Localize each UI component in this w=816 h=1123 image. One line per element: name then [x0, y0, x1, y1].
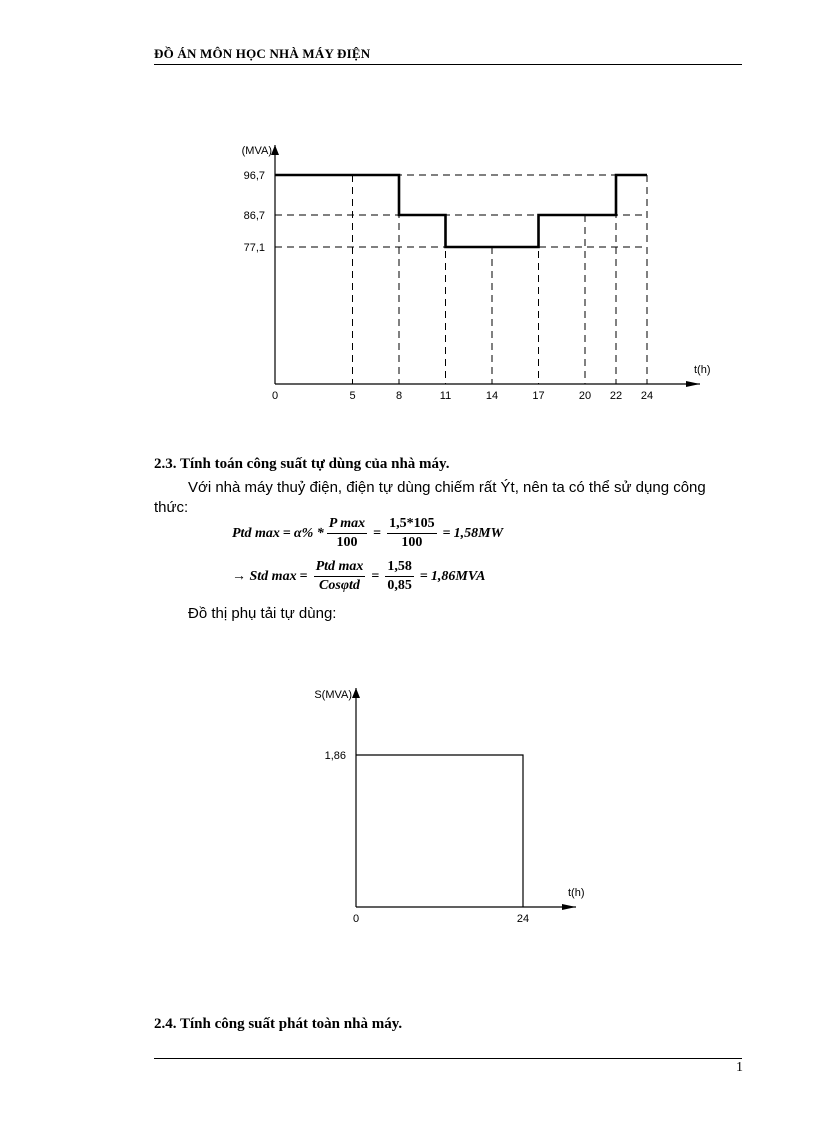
formula-lhs: → Std max [232, 568, 297, 584]
section-2-3-heading: 2.3. Tính toán công suất tự dùng của nhà máy. [154, 456, 450, 472]
y-tick-label: 96,7 [243, 170, 265, 182]
load-chart [210, 140, 730, 405]
x-axis-label: t(h) [568, 887, 585, 899]
fraction-numerator: Ptd max [314, 559, 366, 577]
x-axis-arrow-icon [686, 381, 700, 387]
y-tick-label: 1,86 [324, 750, 346, 762]
fraction-denominator: 100 [401, 535, 423, 550]
y-axis-arrow-icon [352, 688, 360, 698]
fraction-denominator: 100 [336, 535, 358, 550]
x-tick-label: 5 [349, 390, 356, 402]
x-tick-label: 0 [352, 913, 360, 925]
chart-caption: Đồ thị phụ tải tự dùng: [188, 605, 337, 622]
fraction-numerator: 1,58 [385, 559, 414, 577]
section-2-4-heading: 2.4. Tính công suất phát toàn nhà máy. [154, 1016, 403, 1032]
fraction-numerator: P max [327, 516, 367, 534]
formula-lhs: Ptd max [232, 525, 280, 541]
x-tick-label: 24 [516, 913, 530, 925]
y-tick-label: 86,7 [243, 210, 265, 222]
page-number: 1 [736, 1060, 743, 1075]
load-step-line [356, 755, 523, 907]
formula-ptd-max: Ptd max = α% * $\frac{\text{P max}}{100}$ = $\frac{1,5*105}{100}$ = 1,58MW [232, 516, 504, 550]
x-tick-label: 0 [271, 390, 279, 402]
formula-std-max: → Std max = $\frac{\text{Ptd max}}{\text{Cosφtd}}$ = $\frac{1,58}{0,85}$ = 1,86MVA [232, 559, 486, 593]
y-axis-label: (MVA) [241, 145, 272, 157]
footer-rule [154, 1058, 742, 1059]
y-axis-label: S(MVA) [314, 689, 352, 701]
x-tick-label: 22 [609, 390, 623, 402]
y-axis-arrow-icon [271, 145, 279, 155]
document-header: ĐỒ ÁN MÔN HỌC NHÀ MÁY ĐIỆN [154, 46, 371, 61]
x-tick-label: 24 [640, 390, 654, 402]
x-axis-arrow-icon [562, 904, 576, 910]
x-tick-label: 8 [395, 390, 403, 402]
y-tick-label: 77,1 [243, 242, 265, 254]
formula-result: 1,86MVA [430, 568, 486, 584]
x-axis-label: t(h) [694, 364, 711, 376]
x-tick-label: 11 [439, 390, 452, 402]
formula-term: α% * [293, 525, 324, 541]
fraction-denominator: 0,85 [387, 578, 412, 593]
header-rule [154, 64, 742, 65]
x-tick-label: 14 [485, 390, 499, 402]
fraction-denominator: Cosφtd [319, 578, 360, 593]
intro-paragraph: Với nhà máy thuỷ điện, điện tự dùng chiếm rất Ýt, nên ta có thể sử dụng công thức: [154, 479, 706, 516]
formula-result: 1,58MW [453, 525, 504, 541]
x-tick-label: 17 [532, 390, 545, 402]
self-use-load-chart [290, 680, 610, 930]
load-step-line [275, 175, 647, 247]
fraction-numerator: 1,5*105 [387, 516, 437, 534]
x-tick-label: 20 [578, 390, 592, 402]
